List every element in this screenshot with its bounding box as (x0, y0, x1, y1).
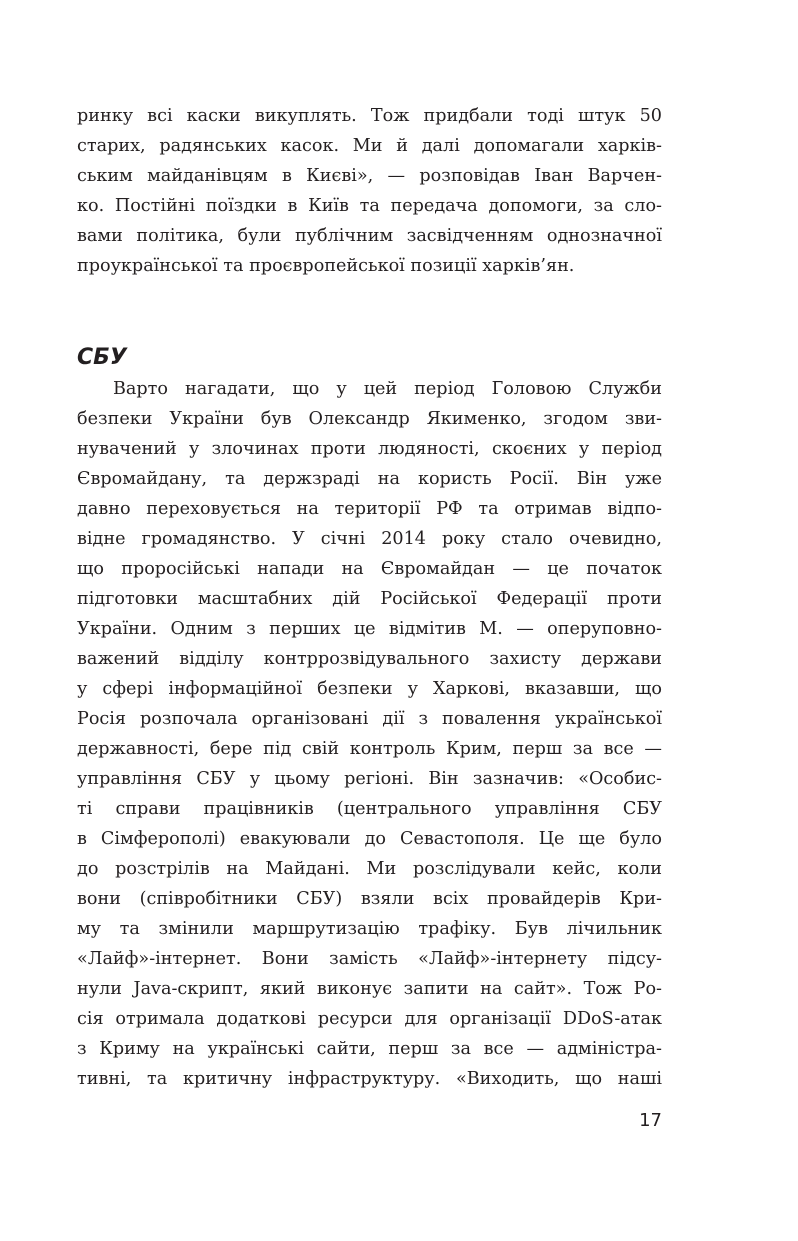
text-line: Варто нагадати, що у цей період Головою Служби (113, 379, 662, 399)
text-line: давно переховується на території РФ та отримав відпо- (77, 499, 662, 519)
text-line: тивні, та критичну інфраструктуру. «Виходить, що наші (77, 1069, 662, 1089)
text-line: ті справи працівників (центрального управління СБУ (77, 799, 662, 819)
text-line: сія отримала додаткові ресурси для організації DDoS-атак (77, 1009, 662, 1029)
text-line: безпеки України був Олександр Якименко, згодом зви- (77, 409, 662, 429)
text-line: в Сімферополі) евакуювали до Севастополя. Це ще було (77, 829, 662, 849)
text-line: вами політика, були публічним засвідченням однозначної (77, 226, 662, 246)
text-line: проукраїнської та проєвропейської позиції харків’ян. (77, 256, 575, 276)
text-line: му та змінили маршрутизацію трафіку. Був лічильник (77, 919, 662, 939)
text-line: ринку всі каски викуплять. Тож придбали тоді штук 50 (77, 106, 662, 126)
text-line: України. Одним з перших це відмітив М. — оперуповно- (77, 619, 662, 639)
section-heading: СБУ (77, 345, 127, 370)
text-line: нули Java-скрипт, який виконує запити на сайт». Тож Ро- (77, 979, 662, 999)
text-line: до розстрілів на Майдані. Ми розслідували кейс, коли (77, 859, 662, 879)
text-line: Росія розпочала організовані дії з повалення української (77, 709, 662, 729)
text-line: з Криму на українські сайти, перш за все — адміністра- (77, 1039, 662, 1059)
text-line: підготовки масштабних дій Російської Федерації проти (77, 589, 662, 609)
text-line: ським майданівцям в Києві», — розповідав Іван Варчен- (77, 166, 662, 186)
text-line: що проросійські напади на Євромайдан — це початок (77, 559, 662, 579)
page-number: 17 (639, 1110, 662, 1131)
text-line: ко. Постійні поїздки в Київ та передача допомоги, за сло- (77, 196, 662, 216)
text-line: у сфері інформаційної безпеки у Харкові, вказавши, що (77, 679, 662, 699)
text-line: Євромайдану, та держзраді на користь Росії. Він уже (77, 469, 662, 489)
text-line: старих, радянських касок. Ми й далі допомагали харків- (77, 136, 662, 156)
book-page (77, 0, 662, 1241)
text-line: державності, бере під свій контроль Крим, перш за все — (77, 739, 662, 759)
text-line: вони (співробітники СБУ) взяли всіх провайдерів Кри- (77, 889, 662, 909)
text-line: важений відділу контррозвідувального захисту держави (77, 649, 662, 669)
text-line: нувачений у злочинах проти людяності, скоєних у період (77, 439, 662, 459)
text-line: управління СБУ у цьому регіоні. Він зазначив: «Особис- (77, 769, 662, 789)
text-line: відне громадянство. У січні 2014 року стало очевидно, (77, 529, 662, 549)
text-line: «Лайф»-інтернет. Вони замість «Лайф»-інтернету підсу- (77, 949, 662, 969)
